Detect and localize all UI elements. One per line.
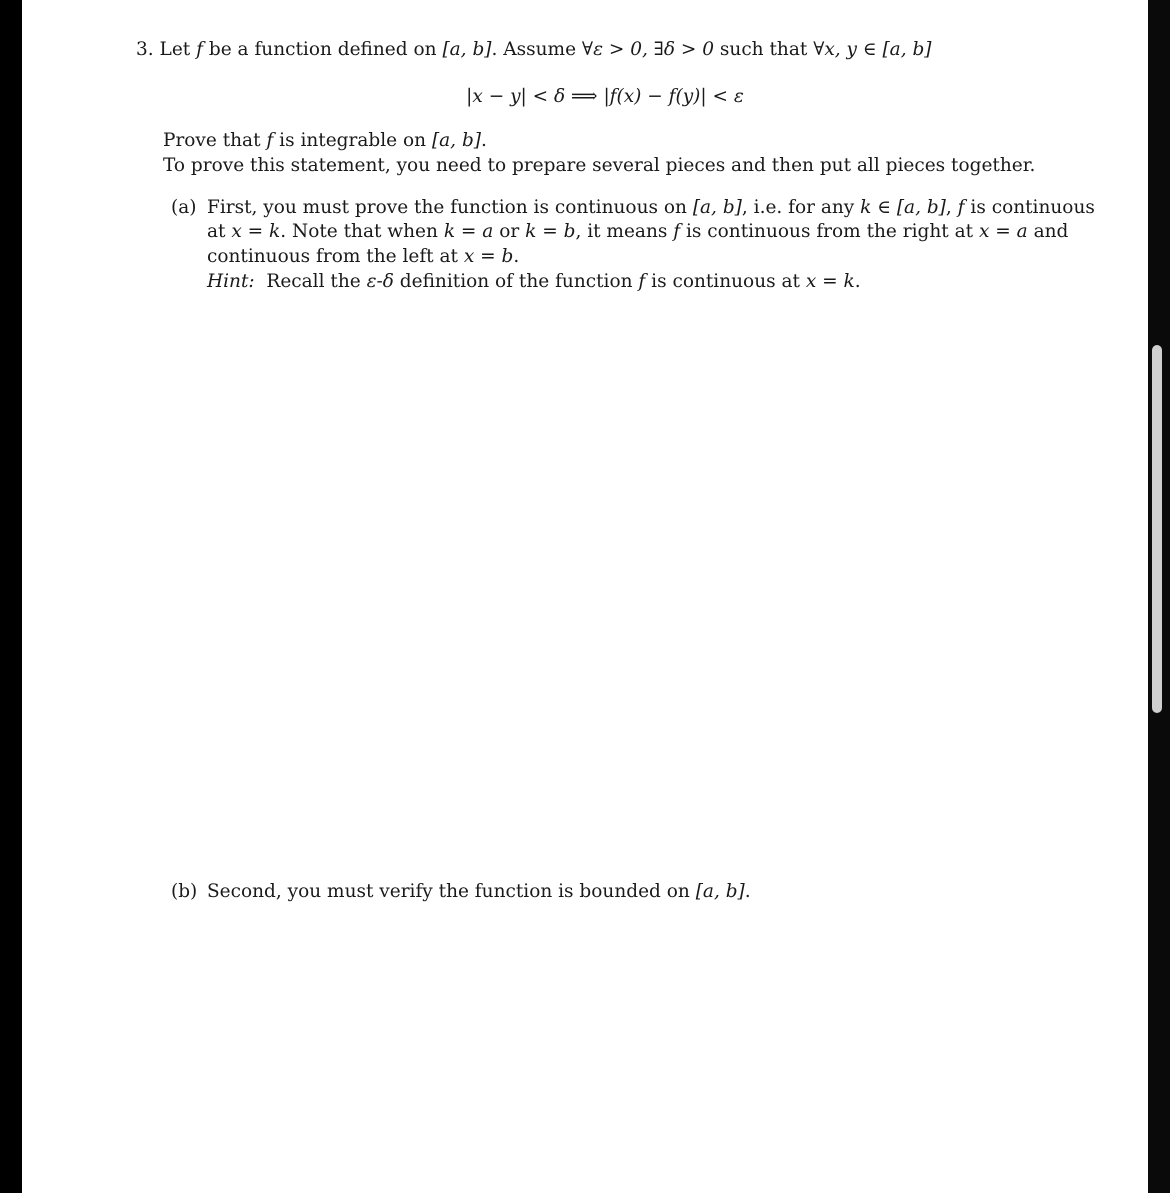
math-interval: [a, b] — [692, 197, 742, 218]
math-interval: [a, b] — [431, 130, 482, 151]
part-a-line-1 — [207, 196, 1095, 220]
part-a-text: . — [513, 246, 520, 267]
part-a-line-2 — [207, 220, 1069, 244]
instruction-text: To prove this statement, you need to prepare several pieces and then put all pieces together. — [163, 155, 1036, 176]
math-x-eq-k: x = k — [231, 221, 281, 242]
part-a-text: at — [207, 221, 226, 242]
math-k-in-interval: k ∈ [a, b] — [860, 197, 946, 218]
part-a-text: is continuous — [970, 197, 1095, 218]
statement-text: such that — [719, 39, 808, 60]
part-a-text: or — [499, 221, 520, 242]
part-b-text: . — [744, 881, 751, 902]
part-a-text: , it means — [575, 221, 668, 242]
part-a-text: First, you must prove the function is continuous on — [207, 197, 687, 218]
part-a-text: and — [1033, 221, 1069, 242]
prove-text: . — [481, 130, 487, 151]
math-interval: [a, b] — [442, 39, 492, 60]
prove-text: is integrable on — [279, 130, 427, 151]
hint-text: definition of the function — [399, 271, 633, 292]
scrollbar-thumb[interactable] — [1152, 345, 1162, 713]
part-a-text: , — [945, 197, 952, 218]
math-quantifiers: ∀ε > 0, ∃δ > 0 — [581, 39, 715, 60]
instruction-line — [163, 154, 1035, 178]
math-x-eq-a: x = a — [978, 221, 1028, 242]
statement-text: . Assume — [491, 39, 577, 60]
math-k-eq-b: k = b — [525, 221, 576, 242]
part-b-line — [207, 880, 751, 904]
math-k-eq-a: k = a — [443, 221, 494, 242]
part-a-text: is continuous from the right at — [686, 221, 974, 242]
part-b-label-text: (b) — [171, 881, 198, 902]
part-a-text: continuous from the left at — [207, 246, 458, 267]
statement-text: be a function defined on — [208, 39, 437, 60]
hint-label: Hint: — [207, 271, 255, 292]
document-page — [22, 0, 1148, 1193]
implication-formula: |x − y| < δ ⟹ |f(x) − f(y)| < ε — [466, 86, 744, 107]
math-f: f — [673, 221, 681, 242]
hint-text: . — [854, 271, 861, 292]
math-eps-delta: ε-δ — [366, 271, 394, 292]
math-f: f — [638, 271, 646, 292]
statement-text: Let — [159, 39, 191, 60]
part-a-text: , i.e. for any — [741, 197, 855, 218]
display-equation — [0, 85, 1170, 109]
prove-line — [163, 129, 487, 153]
part-b-text: Second, you must verify the function is bounded on — [207, 881, 690, 902]
hint-text: is continuous at — [651, 271, 800, 292]
math-forall-xy: ∀x, y ∈ [a, b] — [813, 39, 932, 60]
math-x-eq-k: x = k — [805, 271, 855, 292]
math-interval: [a, b] — [695, 881, 745, 902]
math-f: f — [196, 39, 203, 60]
math-f: f — [266, 130, 274, 151]
part-a-label — [171, 196, 196, 220]
part-a-text: . Note that when — [280, 221, 438, 242]
part-a-line-3 — [207, 245, 519, 269]
hint-text: Recall the — [266, 271, 361, 292]
part-a-label-text: (a) — [171, 197, 197, 218]
problem-statement-line — [136, 38, 932, 62]
math-x-eq-b: x = b — [463, 246, 514, 267]
part-b-label — [171, 880, 197, 904]
prove-text: Prove that — [163, 130, 261, 151]
problem-number: 3. — [136, 39, 154, 60]
math-f: f — [957, 197, 965, 218]
part-a-hint — [207, 270, 861, 294]
